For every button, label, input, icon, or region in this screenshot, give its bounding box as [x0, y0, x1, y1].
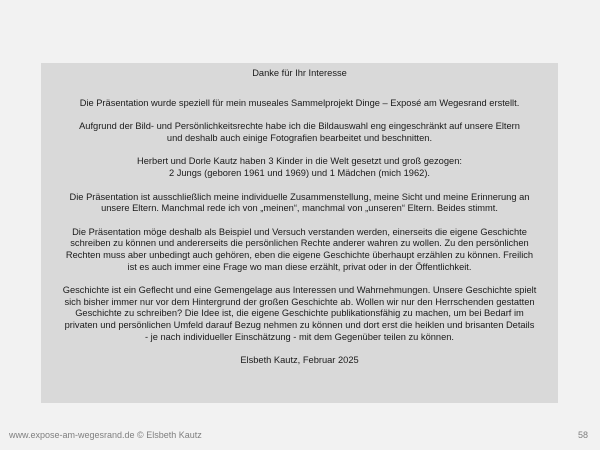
paragraph-family: [47, 156, 552, 179]
text-line: Die Präsentation ist ausschließlich meine individuelle Zusammenstellung, meine Sicht und meine Erinnerung an: [69, 191, 530, 202]
paragraph-individual-view: [47, 192, 552, 215]
paragraph-history: [47, 285, 552, 343]
slide-content-box: [41, 63, 558, 403]
slide-title: Danke für Ihr Interesse: [252, 68, 347, 78]
text-line: Rechten muss aber unbedingt auch gehören, eben die eigene Geschichte überhaupt erzählen zu können. Freilich: [65, 249, 534, 260]
paragraph-example-rights: [47, 227, 552, 273]
paragraph-image-rights: [47, 121, 552, 144]
text-line: sich bisher immer nur vor dem Hintergrund der großen Geschichte ab. Wollen wir nur den Herrschenden gestatten: [64, 296, 535, 307]
text-line: privaten und persönlichen Umfeld darauf Bezug nehmen zu können und dort erst die heiklen und brisanten Details: [64, 319, 535, 330]
text-line: Geschichte zu schreiben? Die Idee ist, die eigene Geschichte publikationsfähig zu machen, um bei Bedarf im: [75, 308, 524, 319]
text-line: Aufgrund der Bild- und Persönlichkeitsrechte habe ich die Bildauswahl eng eingeschränkt auf unsere Eltern: [79, 121, 520, 132]
text-line: unsere Eltern. Manchmal rede ich von „meinen“, manchmal von „unseren“ Eltern. Beides stimmt.: [101, 203, 498, 214]
text-line: ist es auch immer eine Frage wo man diese erzählt, privat oder in der Öffentlichkeit.: [127, 261, 472, 272]
text-line: - je nach individueller Einschätzung - mit dem Gegenüber teilen zu können.: [144, 331, 455, 342]
text-line: Die Präsentation wurde speziell für mein museales Sammelprojekt Dinge – Exposé am Wegesrand erstellt.: [79, 97, 520, 108]
text-line: schreiben zu können und andererseits die persönlichen Rechte anderer wahren zu wollen. Zu den persönlichen: [70, 238, 529, 249]
text-line: und deshalb auch einige Fotografien bearbeitet und beschnitten.: [166, 132, 433, 143]
text-line: 2 Jungs (geboren 1961 und 1969) und 1 Mädchen (mich 1962).: [168, 167, 430, 178]
page-number: 58: [577, 430, 588, 440]
paragraph-presentation-purpose: [47, 98, 552, 110]
author-signature: Elsbeth Kautz, Februar 2025: [240, 355, 359, 366]
text-line: Herbert und Dorle Kautz haben 3 Kinder in die Welt gesetzt und groß gezogen:: [137, 156, 462, 167]
footer-website: www.expose-am-wegesrand.de © Elsbeth Kautz: [9, 430, 202, 440]
paragraph-signature: [47, 355, 552, 367]
text-line: Die Präsentation möge deshalb als Beispiel und Versuch verstanden werden, einerseits die eigene Geschichte: [72, 226, 527, 237]
text-line: Geschichte ist ein Geflecht und eine Gemengelage aus Interessen und Wahrnehmungen. Unsere Geschichte spielt: [62, 285, 537, 296]
